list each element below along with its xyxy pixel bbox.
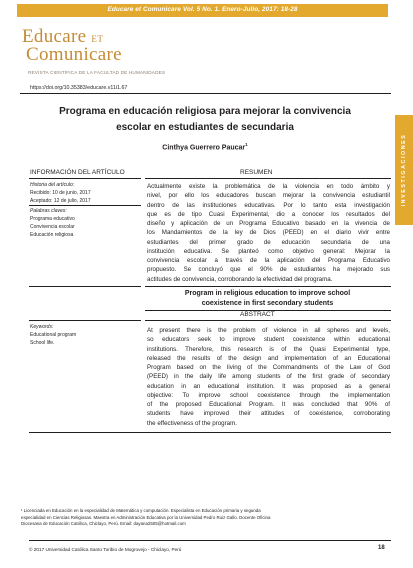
resumen-line: que es de tipo Cuasi Experimental, dio a conocer los resultados del xyxy=(147,210,390,218)
resumen-line: los Mandamientos de la ley de Dios (PEED) en el diario vivir entre xyxy=(147,229,390,237)
abstract-line: institutions. Therefore, this research is of the Quasi Experimental type, xyxy=(147,345,390,353)
resumen-end-rule xyxy=(145,286,391,287)
abstract-line: At present there is the problem of violence in all spheres and levels, xyxy=(147,327,390,334)
resumen-line: propuesto. Se concluyó que el 90% de estudiantes ha mejorado sus xyxy=(147,266,390,274)
english-title-line-1: Program in religious education to improve school xyxy=(184,290,351,297)
accepted-date: Aceptado: 12 de julio, 2017 xyxy=(30,198,91,204)
resumen-line: nivel, por ello los educadores buscan mejorar la convivencia estudiantil xyxy=(147,192,390,200)
resumen-line: institución educativa. Se planteó como objetivo general: Mejorar la xyxy=(147,247,390,255)
abstract-end-rule xyxy=(29,432,391,433)
abstract-heading: ABSTRACT xyxy=(240,311,275,318)
footer-rule xyxy=(29,540,391,541)
resumen-line: convivencia escolar a través de la aplicación del Programa Educativo xyxy=(147,257,390,264)
author-name: Cinthya Guerrero Paucar xyxy=(162,144,246,152)
keywords-en-rule xyxy=(29,320,141,321)
article-author xyxy=(20,142,390,151)
resumen-heading-rule xyxy=(145,178,391,179)
page-number: 18 xyxy=(378,545,385,551)
footnote-line: ¹ Licenciada en Educación en la especialidad de Matemática y computación. Especialista en Educación primaria y segunda xyxy=(21,508,261,513)
logo-word-et: ET xyxy=(91,34,104,44)
keyword-en: School life. xyxy=(30,340,55,346)
resumen-line: estudiantes del primer grado de educación secundaria de una xyxy=(147,238,390,246)
keyword-es: Educación religiosa xyxy=(30,232,74,238)
resumen-line: diseño y aplicación de un Programa Educativo basado en la vivencia de xyxy=(147,220,390,227)
article-title-line-1: Programa en educación religiosa para mejorar la convivencia xyxy=(59,106,351,117)
journal-header-banner xyxy=(17,4,388,17)
abstract-line: the effectiveness of the program. xyxy=(147,419,237,427)
keyword-en: Educational program xyxy=(30,332,77,338)
footnote-line: Diocesana de Educación Católica, Chiclayo, Perú. Email: dayana2505@hotmail.com xyxy=(21,521,186,526)
abstract-line: education in an educational institution. It was proposed as a general xyxy=(147,382,390,390)
footnote-line: especialidad en Ciencias Religiosas. Maestra en Administración Educativa por la Universidad Pedro Ruiz Gallo. Docente Oficina xyxy=(21,514,271,520)
abstract-line: so educators seek to improve student coexistence within educational xyxy=(147,336,390,344)
author-footnote-marker: 1 xyxy=(245,142,248,147)
section-side-tab xyxy=(395,115,413,225)
author-footnote xyxy=(21,508,391,528)
resumen-line: Actualmente existe la problemática de la violencia en todo ámbito y xyxy=(147,183,390,190)
copyright-footer: © 2017 Universidad Católica Santo Toribio de Mogrovejo - Chiclayo, Perú xyxy=(29,547,182,552)
logo-word-comunicare: Comunicare xyxy=(26,44,122,65)
english-title-line-2: coexistence in first secondary students xyxy=(201,300,334,307)
resumen-line: actitudes de convivencia, corroborando la efectividad del programa. xyxy=(147,275,333,283)
logo-word-educare: Educare xyxy=(22,26,87,47)
section-side-tab-label: INVESTIGACIONES xyxy=(401,133,407,207)
abstract-line: released the results of the design and implementation of an Educational xyxy=(147,354,390,362)
info-heading-rule xyxy=(29,178,141,179)
history-label: Historia del artículo: xyxy=(30,182,75,188)
doi-link[interactable]: https://doi.org/10.35383/educare.v11i1.67 xyxy=(30,85,128,91)
resumen-body xyxy=(147,182,390,284)
article-info-heading: INFORMACIÓN DEL ARTÍCULO xyxy=(30,169,125,176)
resumen-heading: RESUMEN xyxy=(240,169,273,176)
info-divider xyxy=(29,205,141,206)
abstract-body xyxy=(147,326,390,428)
logo-subtitle: REVISTA CIENTÍFICA DE LA FACULTAD DE HUMANIDADES xyxy=(28,70,166,75)
keywords-es-label: Palabras claves: xyxy=(30,208,67,214)
abstract-line: Program based on the living of the Commandments of the Law of God xyxy=(147,364,390,371)
abstract-line: students have improved their attitudes of coexistence, corroborating xyxy=(147,410,390,418)
info-column-end-rule xyxy=(29,286,141,287)
abstract-line: (PEED) in the daily life among students of the first grade of secondary xyxy=(147,373,390,381)
keyword-es: Convivencia escolar xyxy=(30,224,75,230)
journal-logo xyxy=(22,26,222,86)
keywords-en-label: Keywords: xyxy=(30,324,54,330)
journal-citation: Educare et Comunicare Vol. 5 No. 1. Enero-Julio, 2017: 18-28 xyxy=(107,6,298,13)
resumen-line: dentro de las instituciones educativas. Por lo tanto esta investigación xyxy=(147,201,390,209)
abstract-line: objective: To improve school coexistence through the implementation xyxy=(147,391,390,399)
header-rule xyxy=(20,93,391,94)
received-date: Recibido: 10 de junio, 2017 xyxy=(30,190,91,196)
abstract-line: of the proposed Educational Program. It was concluded that 90% of xyxy=(147,401,390,408)
abstract-heading-rule xyxy=(145,320,391,321)
article-title-line-2: escolar en estudiantes de secundaria xyxy=(116,122,294,133)
keyword-es: Programa educativo xyxy=(30,216,75,222)
